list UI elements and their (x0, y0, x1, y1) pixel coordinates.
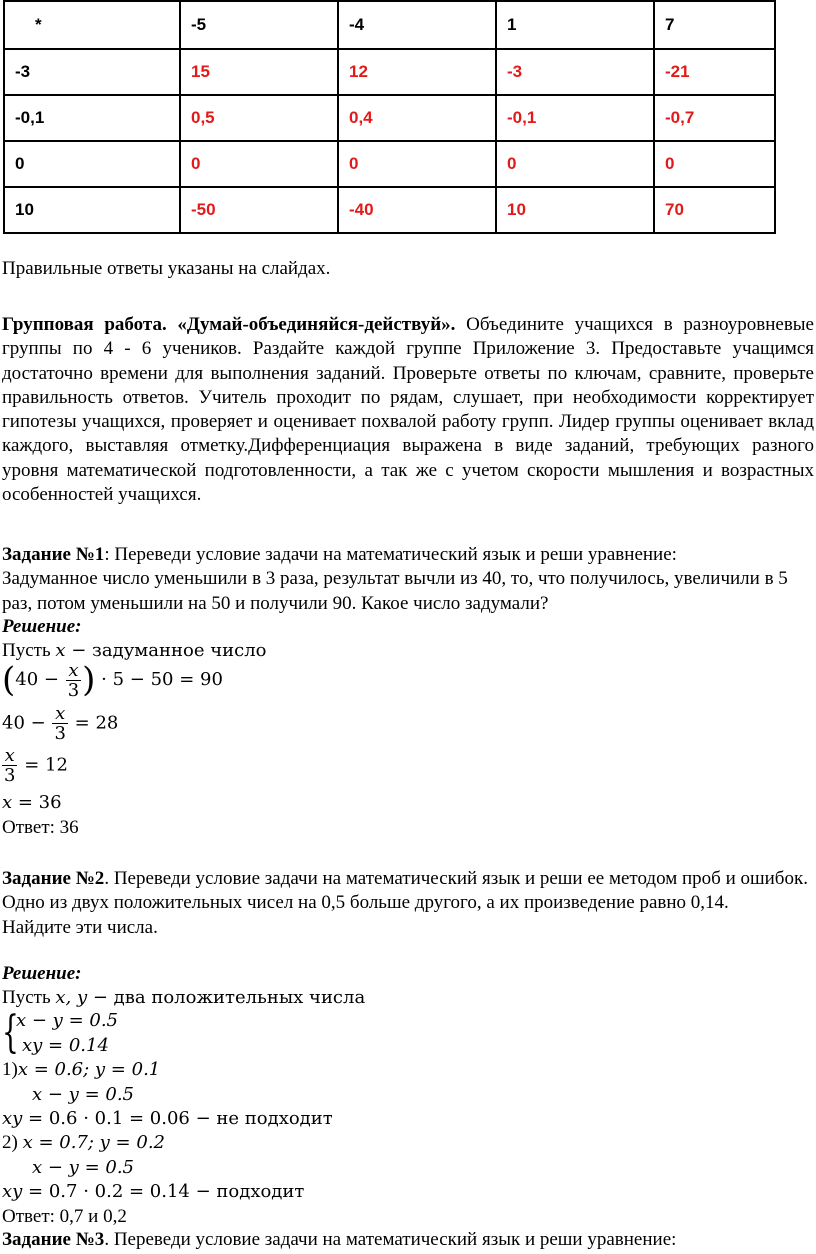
try1-values: x = 0.6; y = 0.1 (17, 1059, 161, 1080)
task1-let-word: Пусть (2, 640, 56, 661)
task2-answer: Ответ: 0,7 и 0,2 (2, 1206, 127, 1227)
eq2-left: 40 − (2, 712, 46, 734)
table-row (4, 49, 775, 95)
group-work-title: Групповая работа. «Думай-объединяйся-действуй». (2, 314, 456, 335)
table-cell: -0,1 (4, 95, 180, 141)
try2-prefix: 2) (2, 1132, 23, 1153)
task2-let-rest: − два положительных числа (87, 987, 366, 1008)
task1-equation-3 (2, 746, 68, 785)
table-cell: 0 (180, 141, 338, 187)
fraction (2, 746, 17, 785)
table-row (4, 187, 775, 233)
task1-equation-1 (2, 660, 223, 700)
task2-try1-check1: x − y = 0.5 (32, 1084, 134, 1105)
task1-equation-2 (2, 704, 118, 743)
table-cell: 15 (180, 49, 338, 95)
task1-equation-4 (2, 792, 62, 813)
table-cell: 0 (496, 141, 654, 187)
task2-system-2: xy = 0.14 (22, 1035, 109, 1056)
task1-statement (2, 543, 814, 616)
fraction-denominator: 3 (54, 723, 66, 744)
fraction (52, 704, 67, 743)
right-paren: ) (82, 660, 96, 700)
table-cell: -50 (180, 187, 338, 233)
task2-let-line (2, 987, 365, 1009)
eq4-right: = 36 (12, 792, 62, 813)
table-cell: -3 (496, 49, 654, 95)
table-cell: 7 (654, 1, 775, 49)
fraction-numerator: x (68, 659, 79, 681)
try1-prefix: 1) (2, 1059, 18, 1080)
task1-answer: Ответ: 36 (2, 817, 79, 838)
task2-let-word: Пусть (2, 987, 56, 1008)
table-cell: -3 (4, 49, 180, 95)
table-cell: -0,1 (496, 95, 654, 141)
task1-label: Задание №1 (2, 544, 105, 565)
table-cell: 1 (496, 1, 654, 49)
task2-statement (2, 867, 816, 940)
table-cell: 12 (338, 49, 496, 95)
try2-check2-rest: = 0.7 · 0.2 = 0.14 − подходит (22, 1181, 305, 1202)
task3-intro: . Переведи условие задачи на математический язык и реши уравнение: (104, 1229, 677, 1250)
table-cell: -4 (338, 1, 496, 49)
task2-problem-2: Найдите эти числа. (2, 916, 158, 938)
task1-solution-label: Решение: (2, 616, 82, 637)
task1-let-rest: − задуманное число (65, 640, 267, 661)
table-cell: 70 (654, 187, 775, 233)
table-header-row (4, 1, 775, 49)
try1-check2-var: xy (2, 1108, 23, 1129)
table-cell: 0 (654, 141, 775, 187)
fraction-numerator: x (4, 745, 15, 766)
answers-note: Правильные ответы указаны на слайдах. (2, 258, 331, 279)
multiplication-table (3, 0, 776, 234)
task2-system-1: x − y = 0.5 (16, 1010, 118, 1031)
table-cell: -40 (338, 187, 496, 233)
table-row (4, 141, 775, 187)
group-work-paragraph (2, 313, 814, 507)
fraction-denominator: 3 (4, 765, 16, 786)
system-brace: { (2, 1007, 19, 1058)
task1-let-line (2, 640, 266, 662)
task2-try2-check2 (2, 1181, 304, 1202)
table-cell: 0,4 (338, 95, 496, 141)
try1-check2-rest: = 0.6 · 0.1 = 0.06 − не подходит (22, 1108, 333, 1129)
task2-let-vars: x, y (55, 987, 88, 1008)
table-cell: 0,5 (180, 95, 338, 141)
try2-values: x = 0.7; y = 0.2 (22, 1132, 165, 1153)
task2-try2-check1: x − y = 0.5 (32, 1157, 134, 1178)
eq3-right: = 12 (24, 754, 68, 776)
task2-try2 (2, 1132, 165, 1154)
task2-try1-check2 (2, 1108, 333, 1129)
group-work-text: Объедините учащихся в разноуровневые группы по 4 - 6 учеников. Раздайте каждой группе Приложение 3. Предоставьте учащимся достаточно времени для выполнения заданий. Проверьте ответы по ключам, сравните, проверьте правильность ответов. Учитель проходит по рядам, слушает, при необходимости корректирует гипотезы учащихся, проверяет и оценивает похвалой работу групп. Лидер группы оценивает вклад каждого, выставляя отметку.Дифференциация выражена в виде заданий, требующих разного уровня математической подготовленности, а так же с учетом скорости мышления и возрастных особенностей учащихся. (2, 314, 814, 506)
task2-intro: . Переведи условие задачи на математический язык и реши ее методом проб и ошибок. (104, 868, 808, 889)
task2-solution-label: Решение: (2, 963, 82, 984)
eq2-right: = 28 (74, 712, 119, 734)
table-cell: 10 (496, 187, 654, 233)
table-cell: 0 (4, 141, 180, 187)
eq4-var: x (2, 792, 13, 813)
table-cell: -5 (180, 1, 338, 49)
table-cell: 0 (338, 141, 496, 187)
task1-let-var: x (55, 640, 66, 661)
table-cell: -21 (654, 49, 775, 95)
task3-label: Задание №3 (2, 1229, 105, 1250)
task1-intro: : Переведи условие задачи на математический язык и реши уравнение: (104, 544, 677, 565)
task2-problem-1: Одно из двух положительных чисел на 0,5 больше другого, а их произведение равно 0,14. (2, 892, 729, 914)
eq1-left: 40 − (15, 669, 59, 690)
task2-label: Задание №2 (2, 868, 105, 889)
table-cell: 10 (4, 187, 180, 233)
fraction-numerator: x (55, 703, 66, 724)
task2-try1 (2, 1059, 160, 1081)
try2-check2-var: xy (2, 1181, 23, 1202)
table-cell: * (4, 1, 180, 49)
task3-statement (2, 1229, 676, 1251)
left-paren: ( (2, 660, 16, 700)
eq1-right: · 5 − 50 = 90 (101, 669, 223, 690)
fraction-denominator: 3 (67, 679, 80, 701)
table-cell: -0,7 (654, 95, 775, 141)
fraction (66, 661, 81, 700)
table-row (4, 95, 775, 141)
task1-problem: Задуманное число уменьшили в 3 раза, результат вычли из 40, то, что получилось, увеличили в 5 раз, потом уменьшили на 50 и получили 90. Какое число задумали? (2, 568, 788, 614)
